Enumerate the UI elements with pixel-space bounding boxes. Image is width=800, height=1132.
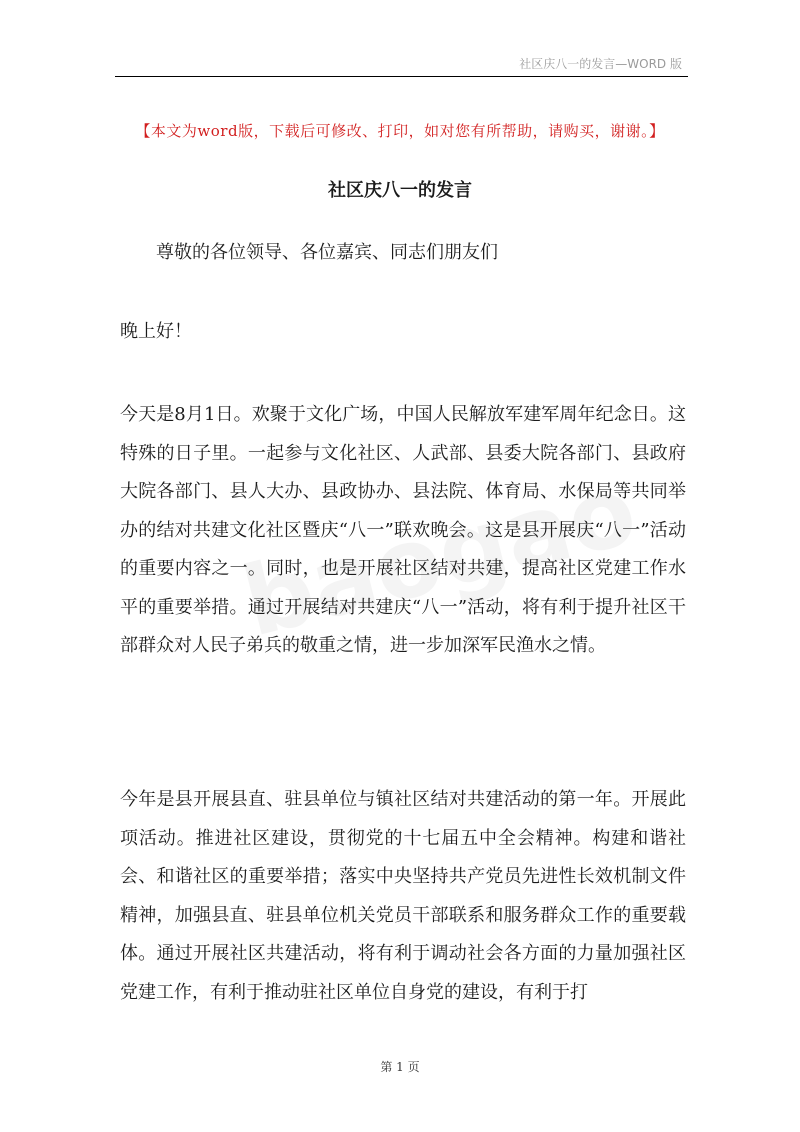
page-number: 第 1 页 [380,1060,420,1074]
body-paragraph-2: 今年是县开展县直、驻县单位与镇社区结对共建活动的第一年。开展此项活动。推进社区建设，贯彻党的十七届五中全会精神。构建和谐社会、和谐社区的重要举措；落实中央坚持共产党员先进性长效机制文件精神，加强县直、驻县单位机关党员干部联系和服务群众工作的重要载体。通过开展社区共建活动，将有利于调动社会各方面的力量加强社区党建工作，有利于推动驻社区单位自身党的建设，有利于打 [120,789,686,1003]
header-divider [115,76,688,77]
salutation-line: 晚上好！ [120,321,192,342]
header-title: 社区庆八一的发言—WORD 版 [519,57,682,71]
greeting-line: 尊敬的各位领导、各位嘉宾、同志们朋友们 [156,242,498,263]
purchase-notice: 【本文为word版，下载后可修改、打印，如对您有所帮助，请购买，谢谢。】 [135,122,665,140]
body-paragraph-1: 今天是8月1日。欢聚于文化广场，中国人民解放军建军周年纪念日。这特殊的日子里。一起参与文化社区、人武部、县委大院各部门、县政府大院各部门、县人大办、县政协办、县法院、体育局、水保局等共同举办的结对共建文化社区暨庆“八一”联欢晚会。这是县开展庆“八一”活动的重要内容之一。同时，也是开展社区结对共建，提高社区党建工作水平的重要举措。通过开展结对共建庆“八一”活动，将有利于提升社区干部群众对人民子弟兵的敬重之情，进一步加深军民渔水之情。 [120,404,686,656]
document-title: 社区庆八一的发言 [328,180,472,201]
